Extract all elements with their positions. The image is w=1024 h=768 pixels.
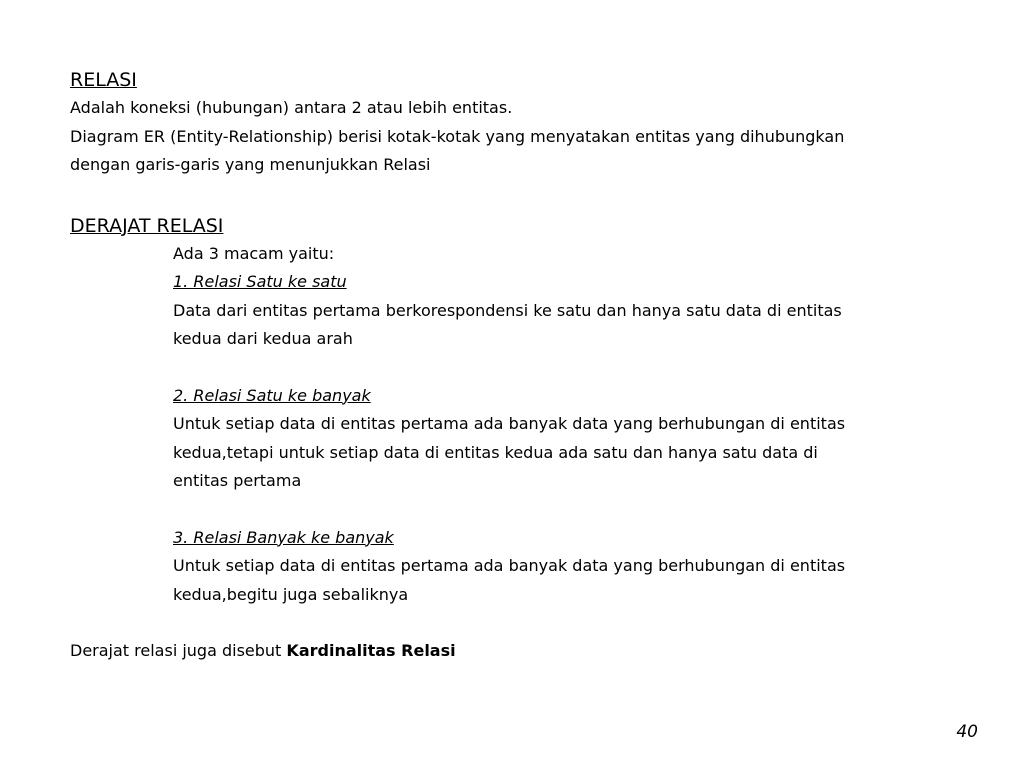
item-2-title: 2. Relasi Satu ke banyak bbox=[173, 385, 371, 405]
relasi-diagram-text-cont: dengan garis-garis yang menunjukkan Relasi bbox=[70, 155, 431, 174]
item-3-desc-line-1: Untuk setiap data di entitas pertama ada banyak data yang berhubungan di entitas bbox=[173, 556, 846, 575]
item-2-desc-line-3: entitas pertama bbox=[173, 471, 302, 490]
relasi-definition: Adalah koneksi (hubungan) antara 2 atau lebih entitas. bbox=[70, 98, 513, 117]
relasi-diagram-text: Diagram ER (Entity-Relationship) berisi kotak-kotak yang menyatakan entitas yang dihubungkan bbox=[70, 126, 845, 146]
item-3-title-line bbox=[70, 524, 950, 553]
derajat-intro: Ada 3 macam yaitu: bbox=[173, 243, 335, 263]
item-2-desc-line-1: Untuk setiap data di entitas pertama ada banyak data yang berhubungan di entitas bbox=[173, 414, 846, 433]
spacer bbox=[70, 180, 950, 212]
item-1-title-line bbox=[70, 268, 950, 297]
item-3-title: 3. Relasi Banyak ke banyak bbox=[173, 527, 394, 547]
kardinalitas-note bbox=[70, 637, 950, 666]
item-1-desc-line-1: Data dari entitas pertama berkorespondensi ke satu dan hanya satu data di entitas bbox=[173, 300, 842, 320]
derajat-relasi-heading: DERAJAT RELASI bbox=[70, 214, 224, 237]
item-2-title-line bbox=[70, 382, 950, 411]
item-2-desc-line-2: kedua,tetapi untuk setiap data di entitas kedua ada satu dan hanya satu data di bbox=[173, 442, 818, 462]
spacer bbox=[70, 354, 950, 382]
item-3-desc-line-2: kedua,begitu juga sebaliknya bbox=[173, 584, 409, 604]
spacer bbox=[70, 609, 950, 637]
item-1-desc-line-2: kedua dari kedua arah bbox=[173, 329, 353, 348]
spacer bbox=[70, 496, 950, 524]
page-number: 40 bbox=[956, 722, 978, 742]
item-1-title: 1. Relasi Satu ke satu bbox=[173, 272, 347, 291]
kardinalitas-prefix: Derajat relasi juga disebut bbox=[70, 641, 287, 660]
kardinalitas-term: Kardinalitas Relasi bbox=[286, 641, 456, 660]
relasi-heading: RELASI bbox=[70, 69, 137, 91]
slide-content bbox=[70, 66, 950, 666]
